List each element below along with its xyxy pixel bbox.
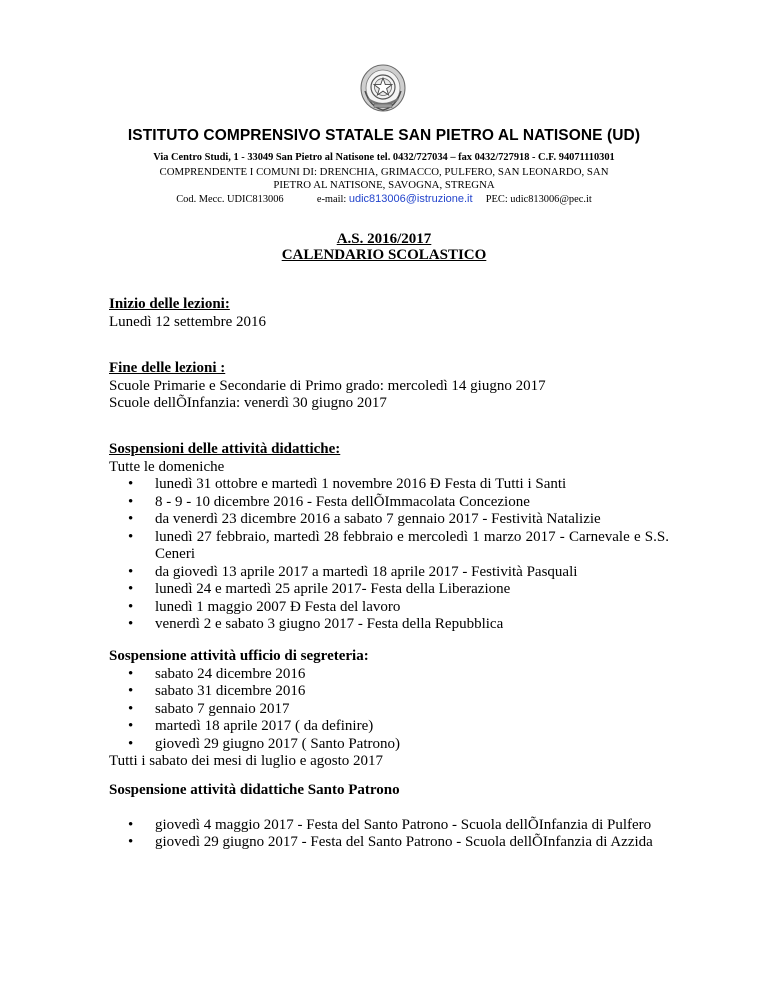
inizio-heading: Inizio delle lezioni: <box>109 296 230 312</box>
list-item <box>109 834 669 852</box>
list-item <box>109 817 669 835</box>
sospensioni-didattiche-list <box>109 476 669 634</box>
list-item-text: lunedì 1 maggio 2007 Ð Festa del lavoro <box>155 598 401 615</box>
list-item-text: da venerdì 23 dicembre 2016 a sabato 7 gennaio 2017 - Festività Natalizie <box>155 511 601 527</box>
section-sospensione-segreteria <box>109 648 669 771</box>
list-item <box>109 564 669 582</box>
list-item-text: da giovedì 13 aprile 2017 a martedì 18 aprile 2017 - Festività Pasquali <box>155 563 578 580</box>
fine-line: Scuole dellÕInfanzia: venerdì 30 giugno 2017 <box>109 395 387 411</box>
italian-republic-emblem-icon <box>360 63 406 113</box>
institute-address: Via Centro Studi, 1 - 33049 San Pietro al Natisone tel. 0432/727034 – fax 0432/727918 - C.F. 94071110301 <box>153 152 615 163</box>
bullet-icon: • <box>128 665 134 682</box>
list-item-text: martedì 18 aprile 2017 ( da definire) <box>155 718 374 734</box>
bullet-icon: • <box>128 700 134 717</box>
list-item <box>109 476 669 494</box>
list-item <box>109 599 669 617</box>
bullet-icon: • <box>128 493 134 510</box>
segreteria-list <box>109 666 669 754</box>
cod-mecc: Cod. Mecc. UDIC813006 <box>176 194 284 205</box>
fine-heading: Fine delle lezioni : <box>109 360 226 376</box>
sospensioni-intro: Tutte le domeniche <box>109 458 225 475</box>
list-item <box>109 701 669 719</box>
list-item-text: lunedì 27 febbraio, martedì 28 febbraio e mercoledì 1 marzo 2017 - Carnevale e S.S. Ceneri <box>155 528 669 562</box>
list-item-text: giovedì 29 giugno 2017 - Festa del Santo Patrono - Scuola dellÕInfanzia di Azzida <box>155 834 653 850</box>
list-item <box>109 511 669 529</box>
list-item <box>109 736 669 754</box>
pec-address: PEC: udic813006@pec.it <box>485 194 592 205</box>
list-item <box>109 666 669 684</box>
calendario-title: CALENDARIO SCOLASTICO <box>281 247 487 263</box>
bullet-icon: • <box>128 598 134 615</box>
section-fine <box>109 360 669 413</box>
bullet-icon: • <box>128 834 134 850</box>
email-label: e-mail: <box>316 194 349 205</box>
bullet-icon: • <box>128 563 134 580</box>
list-item-text: venerdì 2 e sabato 3 giugno 2017 - Festa della Repubblica <box>155 616 504 632</box>
list-item-text: lunedì 31 ottobre e martedì 1 novembre 2016 Ð Festa di Tutti i Santi <box>155 476 567 492</box>
list-item-text: sabato 31 dicembre 2016 <box>155 683 306 699</box>
bullet-icon: • <box>128 735 134 752</box>
email-link[interactable]: udic813006@istruzione.it <box>348 193 473 205</box>
list-item-text: giovedì 29 giugno 2017 ( Santo Patrono) <box>155 735 400 752</box>
sospensioni-didattiche-heading: Sospensioni delle attività didattiche: <box>109 441 341 457</box>
section-sospensioni-didattiche <box>109 441 669 634</box>
list-item-text: sabato 24 dicembre 2016 <box>155 665 306 682</box>
bullet-icon: • <box>128 616 134 632</box>
bullet-icon: • <box>128 581 134 597</box>
institute-comuni: COMPRENDENTE I COMUNI DI: DRENCHIA, GRIMACCO, PULFERO, SAN LEONARDO, SAN PIETRO AL NATISONE, SAVOGNA, STREGNA <box>159 166 609 191</box>
institute-name: ISTITUTO COMPRENSIVO STATALE SAN PIETRO AL NATISONE (UD) <box>127 127 641 144</box>
fine-line: Scuole Primarie e Secondarie di Primo grado: mercoledì 14 giugno 2017 <box>109 377 546 394</box>
santo-patrono-list <box>109 817 669 852</box>
list-item-text: sabato 7 gennaio 2017 <box>155 700 290 717</box>
list-item-text: 8 - 9 - 10 dicembre 2016 - Festa dellÕImmacolata Concezione <box>155 493 530 510</box>
bullet-icon: • <box>128 816 134 833</box>
list-item <box>109 581 669 599</box>
list-item <box>109 718 669 736</box>
list-item-text: lunedì 24 e martedì 25 aprile 2017- Festa della Liberazione <box>155 581 511 597</box>
section-santo-patrono <box>109 782 669 852</box>
list-item <box>109 529 669 564</box>
anno-scolastico-title: A.S. 2016/2017 <box>336 231 432 247</box>
list-item <box>109 494 669 512</box>
institute-codes <box>0 193 768 205</box>
segreteria-heading: Sospensione attività ufficio di segreteria: <box>109 648 369 664</box>
bullet-icon: • <box>128 683 134 699</box>
bullet-icon: • <box>128 718 134 734</box>
section-inizio <box>109 296 669 331</box>
inizio-text: Lunedì 12 settembre 2016 <box>109 313 267 330</box>
bullet-icon: • <box>128 511 134 527</box>
bullet-icon: • <box>128 528 134 545</box>
bullet-icon: • <box>128 476 134 492</box>
santo-patrono-heading: Sospensione attività didattiche Santo Patrono <box>109 782 400 798</box>
list-item <box>109 683 669 701</box>
segreteria-footer: Tutti i sabato dei mesi di luglio e agosto 2017 <box>109 753 384 769</box>
list-item <box>109 616 669 634</box>
list-item-text: giovedì 4 maggio 2017 - Festa del Santo Patrono - Scuola dellÕInfanzia di Pulfero <box>155 816 652 833</box>
